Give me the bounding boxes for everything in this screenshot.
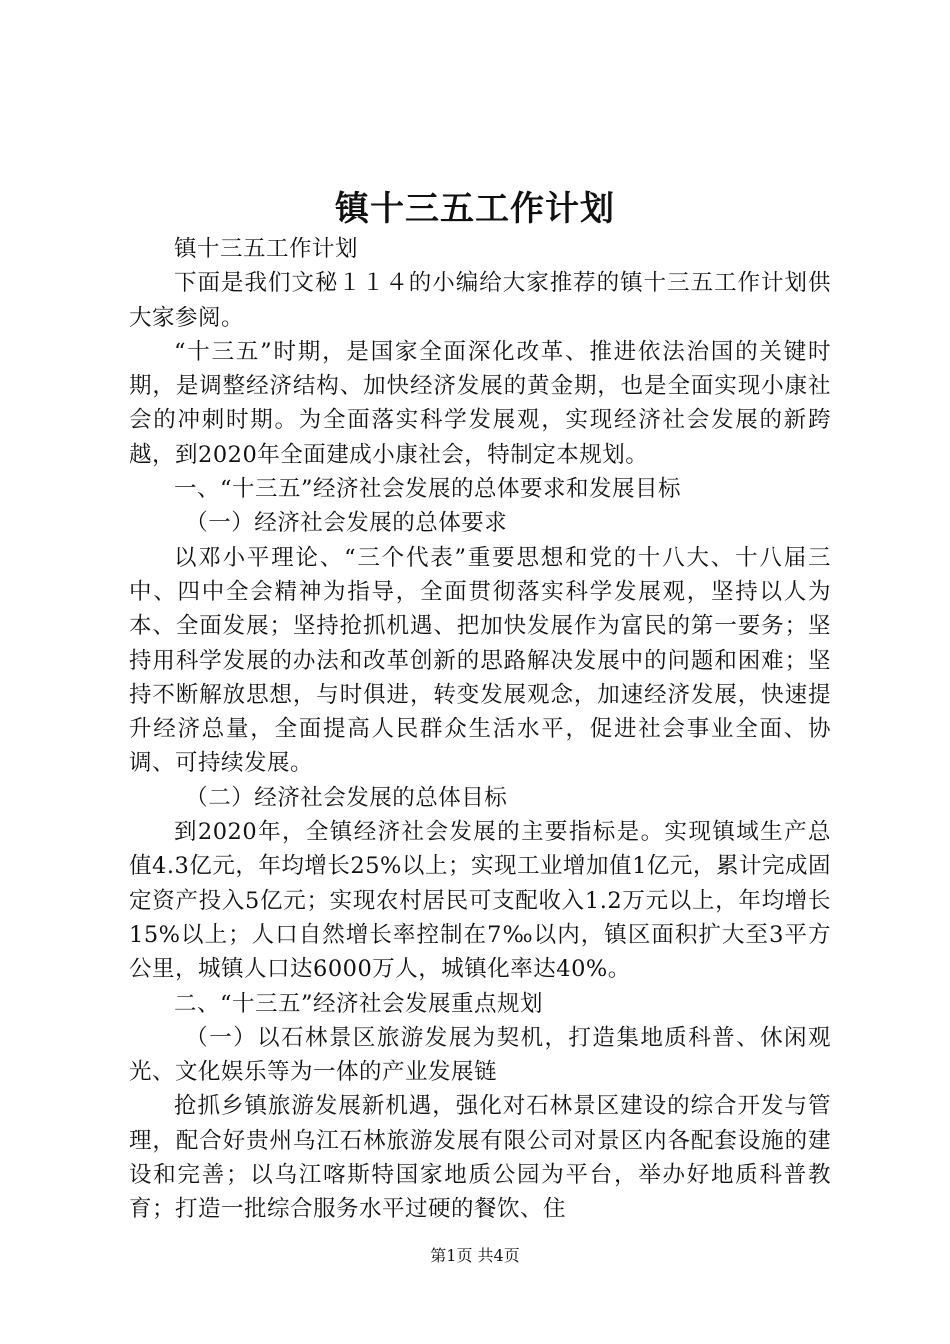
paragraph-requirements: 以邓小平理论、“三个代表”重要思想和党的十八大、十八届三中、四中全会精神为指导，全面贯彻落实科学发展观，坚持以人为本、全面发展；坚持抢抓机遇、把加快发展作为富民的第一要务；坚持用科学发展的办法和改革创新的思路解决发展中的问题和困难；坚持不断解放思想，与时俱进，转变发展观念，加速经济发展，快速提升经济总量，全面提高人民群众生活水平，促进社会事业全面、协调、可持续发展。 xyxy=(129,544,831,777)
paragraph-targets: 到2020年，全镇经济社会发展的主要指标是。实现镇域生产总值4.3亿元，年均增长25%以上；实现工业增加值1亿元，累计完成固定资产投入5亿元；实现农村居民可支配收入1.2万元以上，年均增长15%以上；人口自然增长率控制在7‰以内，镇区面积扩大至3平方公里，城镇人口达6000万人，城镇化率达40%。 xyxy=(129,819,831,983)
paragraph-intro: 下面是我们文秘１１４的小编给大家推荐的镇十三五工作计划供大家参阅。 xyxy=(129,270,831,331)
document-title: 镇十三五工作计划 xyxy=(335,189,615,229)
document-body xyxy=(129,232,831,1227)
heading-section-1: 一、“十三五”经济社会发展的总体要求和发展目标 xyxy=(174,476,682,503)
heading-section-2: 二、“十三五”经济社会发展重点规划 xyxy=(174,990,544,1017)
heading-subsection-2-1: （一）以石林景区旅游发展为契机，打造集地质科普、休闲观光、文化娱乐等为一体的产业发展链 xyxy=(129,1024,831,1086)
heading-subsection-1-1: （一）经济社会发展的总体要求 xyxy=(185,510,508,537)
paragraph-tourism: 抢抓乡镇旅游发展新机遇，强化对石林景区建设的综合开发与管理，配合好贵州乌江石林旅游发展有限公司对景区内各配套设施的建设和完善；以乌江喀斯特国家地质公园为平台，举办好地质科普教育；打造一批综合服务水平过硬的餐饮、住 xyxy=(129,1093,831,1223)
page-number-footer: 第1页 共4页 xyxy=(430,1246,520,1265)
paragraph-background: “十三五”时期，是国家全面深化改革、推进依法治国的关键时期，是调整经济结构、加快经济发展的黄金期，也是全面实现小康社会的冲刺时期。为全面落实科学发展观，实现经济社会发展的新跨越，到2020年全面建成小康社会，特制定本规划。 xyxy=(129,338,831,468)
heading-subsection-1-2: （二）经济社会发展的总体目标 xyxy=(185,784,508,811)
paragraph-subtitle: 镇十三五工作计划 xyxy=(174,236,359,262)
